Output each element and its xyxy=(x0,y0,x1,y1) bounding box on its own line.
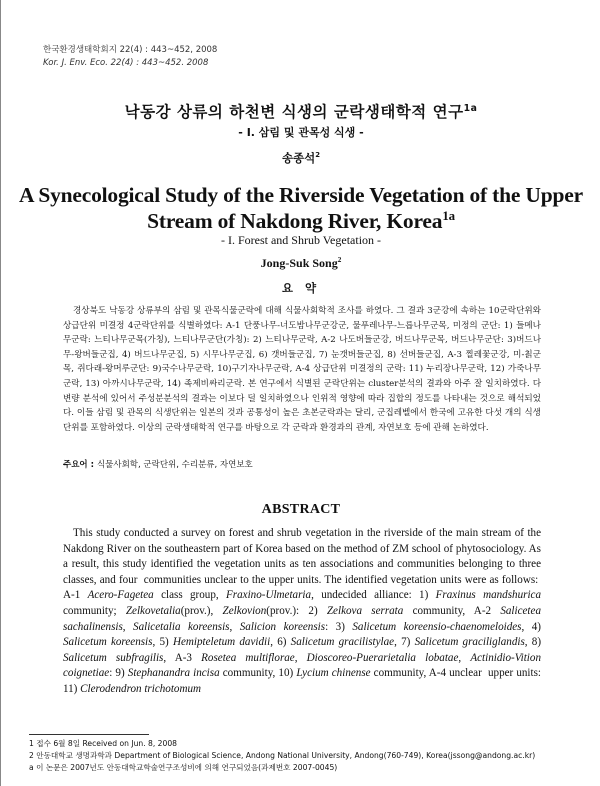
english-author xyxy=(1,256,600,271)
english-abstract-body: This study conducted a survey on forest and shrub vegetation in the riverside of the main stream of the Nakdong River on the southeastern part of Korea based on the method of ZM school of phytosociology. As a result, this study identified the vegetation units as ten associations and communities belonging to three classes, and four communities unclear to the upper units. The identified vegetation units were as follows: A-1 Acero-Fagetea class group, Fraxino-Ulmetaria, undecided alliance: 1) Fraxinus mandshurica community; Zelkovetalia(prov.), Zelkovion(prov.): 2) Zelkova serrata community, A-2 Salicetea sachalinensis, Salicetalia koreensis, Salicion koreensis: 3) Salicetum koreensio-chaenomeloides, 4) Salicetum koreensis, 5) Hemipteletum davidii, 6) Salicetum gracilistylae, 7) Salicetum graciliglandis, 8) Salicetum subfragilis, A-3 Rosetea multiflorae, Dioscoreo-Puerarietalia lobatae, Actinidio-Vition coignetiae: 9) Stephanandra incisa community, 10) Lycium chinense community, A-4 unclear upper units: 11) Clerodendron trichotomum xyxy=(63,527,542,695)
keywords xyxy=(63,458,541,470)
journal-header xyxy=(43,44,217,70)
english-author-name: Jong-Suk Song xyxy=(260,256,338,270)
korean-author-footnote-mark: 2 xyxy=(315,151,321,160)
korean-title xyxy=(1,100,600,122)
english-author-footnote-mark: 2 xyxy=(337,256,342,264)
english-subtitle: - I. Forest and Shrub Vegetation - xyxy=(220,233,382,247)
footnote-funding: a 이 논문은 2007년도 안동대학교학술연구조성비에 의해 연구되었음(과제번호 2007-0045) xyxy=(29,763,338,772)
korean-author xyxy=(1,150,600,166)
english-title-text: A Synecological Study of the Riverside Vegetation of the Upper Stream of Nakdong River, Korea xyxy=(19,183,583,233)
keywords-label: 주요어 : xyxy=(63,460,97,470)
english-title-footnote-mark: 1a xyxy=(442,208,455,223)
korean-abstract-heading: 요 약 xyxy=(281,281,321,295)
english-abstract-heading: ABSTRACT xyxy=(261,502,341,517)
korean-title-text: 낙동강 상류의 하천변 식생의 군락생태학적 연구 xyxy=(124,103,464,121)
korean-abstract-body: 경상북도 낙동강 상류부의 삼림 및 관목식물군락에 대해 식물사회학적 조사를 하였다. 그 결과 3군강에 속하는 10군락단위와 상급단위 미결정 4군락단위를 식별하였다: A-1 단풍나무-너도밤나무군강군, 물푸레나무-느릅나무군목, 미정의 군단: 1) 들메나무군락: 느티나무군목(가칭), 느티나무군단(가칭): 2) 느티나무군락, A-2 나도버들군강, 버드나무군목, 버드나무군단: 3)버드나무-왕버들군집, 4) 버드나무군집, 5) 시무나무군집, 6) 갯버들군집, 7) 눈갯버들군집, 8) 선버들군집, A-3 찔레꽃군강, 미-칡군목, 쥐다래-왕머루군단: 9)국수나무군락, 10)구기자나무군락, A-4 상급단위 미결정의 군락: 11) 누리장나무군락, 12) 가죽나무군락, 13) 아까시나무군락, 14) 족제비싸리군락. 본 연구에서 식별된 군락단위는 cluster분석의 결과와 아주 잘 일치하였다. 다변량 분석에 있어서 주성분분석의 결과는 이보다 덜 일치하였으나 인위적 영향에 따라 집합의 정도를 나타내는 것으로 해석되었다. 이들 삼림 및 관목의 식생단위는 일본의 것과 공통성이 높은 초본군락과는 달리, 군집레벨에서 한국에 고유한 다섯 개의 식생단위를 포함하였다. 이상의 군락생태학적 연구를 바탕으로 각 군락과 환경과의 관계, 자연보호 등에 관해 논하였다. xyxy=(63,306,541,433)
footnote-affiliation: 2 안동대학교 생명과학과 Department of Biological Science, Andong National University, Andong(760-749), Korea(jssong@andong.ac.kr) xyxy=(29,751,536,760)
korean-author-name: 송종석 xyxy=(281,151,316,165)
keywords-list: 식물사회학, 군락단위, 수리분류, 자연보호 xyxy=(96,460,253,470)
footnote-divider xyxy=(29,734,149,735)
english-title xyxy=(1,182,600,234)
journal-citation-korean: 한국환경생태학회지 22(4) : 443~452, 2008 xyxy=(43,45,218,55)
footnote-received: 1 접수 6월 8일 Received on Jun. 8, 2008 xyxy=(29,739,178,748)
korean-subtitle: - I. 삼림 및 관목성 식생 - xyxy=(238,126,364,139)
journal-citation-english: Kor. J. Env. Eco. 22(4) : 443~452. 2008 xyxy=(43,58,209,68)
korean-title-footnote-mark: 1a xyxy=(463,102,478,114)
